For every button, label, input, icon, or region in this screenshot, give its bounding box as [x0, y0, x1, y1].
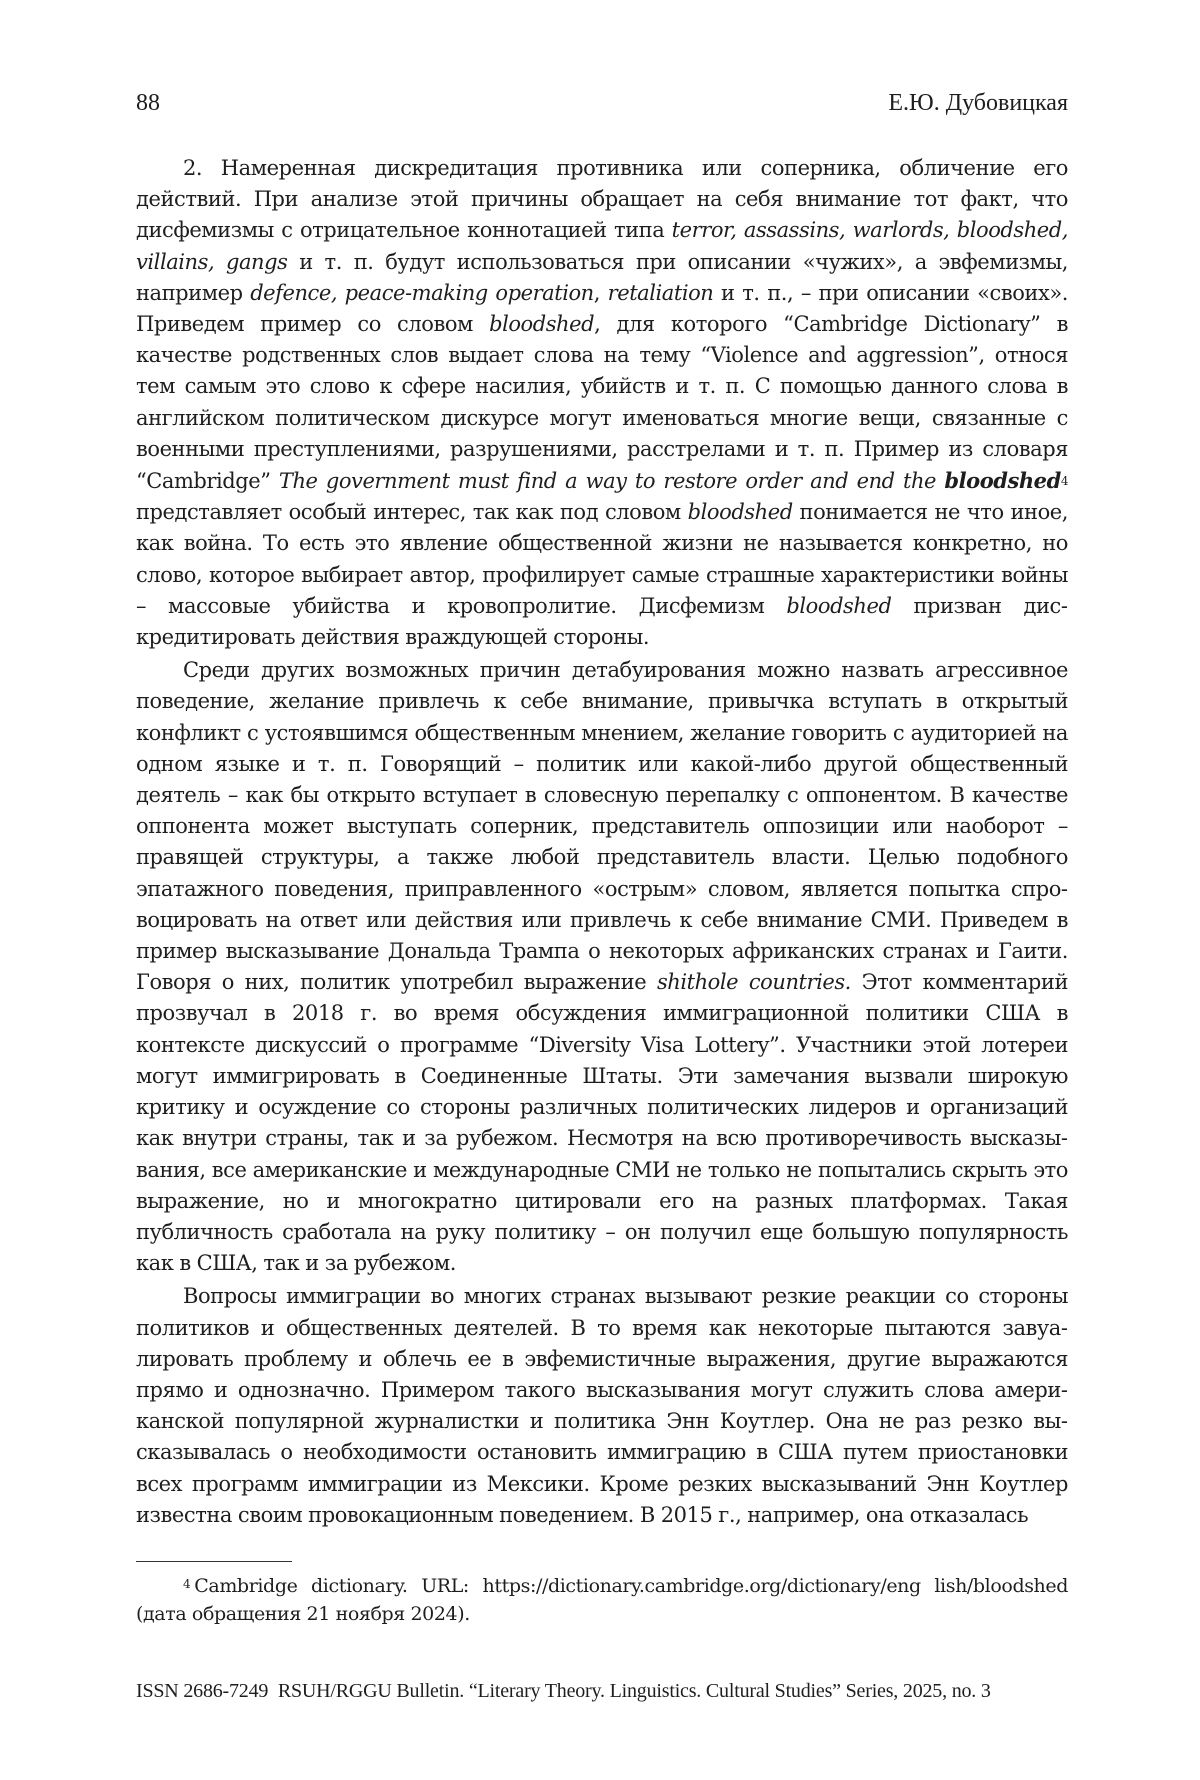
italic-term: terror, assassins, warlords, bloodshed, villains, gangs — [136, 218, 1068, 274]
page-header — [136, 90, 1068, 126]
footnote-text: Cambridge dictionary. URL: https://dictionary.cambridge.org/dictionary/eng lish/bloodshed (дата обращения 21 ноября 2024). — [136, 1575, 1068, 1625]
italic-term: bloodshed — [489, 312, 595, 337]
bold-italic-term: bloodshed — [944, 468, 1061, 494]
footer-journal: RSUH/RGGU Bulletin. “Literary Theory. Linguistics. Cultural Studies” Series, 2025, no. 3 — [277, 1680, 991, 1702]
footer-issn: ISSN 2686-7249 — [136, 1680, 269, 1702]
italic-term: bloodshed — [786, 593, 892, 618]
italic-term: shithole countries. — [656, 970, 851, 995]
paragraph-3: Вопросы иммиграции во многих странах вызывают резкие реакции со стороны политиков и общественных деятелей. В то время как некоторые пытаются завуалировать проблему и облечь ее в эвфемистичные выражения, другие выражаются прямо и однозначно. Примером такого высказывания могут служить слова американской популярной журналистки и политика Энн Коутлер. Она не раз резко высказывалась о необходимости остановить иммиграцию в США путем приостановки всех программ иммиграции из Мексики. Кроме резких высказываний Энн Коутлер известна своим провокационным поведением. В 2015 г., например, она отказалась — [136, 1284, 1068, 1527]
dictionary-example: The government must find a way to restore order and end the — [278, 469, 945, 494]
page-number: 88 — [136, 90, 160, 116]
footnote-reference[interactable]: 4 — [1060, 474, 1069, 489]
italic-term: bloodshed — [687, 500, 793, 525]
paragraph-2: Среди других возможных причин детабуирования можно назвать агрессивное поведение, желание привлечь к себе внимание, привычка вступать в открытый конфликт с устоявшимся общественным мнением, желание говорить с аудиторией на одном языке и т. п. Говорящий – политик или какой-либо другой общественный деятель – как бы открыто вступает в словесную перепалку с оппонентом. В качестве оппонента может выступать соперник, представитель оппозиции или наоборот – правящей структуры, а также любой представитель власти. Целью подобного эпатажного поведения, приправленного «острым» словом, является попытка спровоцировать на ответ или действия или привлечь к себе внимание СМИ. Приведем в пример высказывание Дональда Трампа о некоторых африканских странах и Гаити. Говоря о них, политик употребил выражение shithole countries. Этот комментарий прозвучал в 2018 г. во время обсуждения иммиграционной политики США в контексте дискуссий о программе “Diversity Visa Lottery”. Участники этой лотереи могут иммигрировать в Соединенные Штаты. Эти замечания вызвали широкую критику и осуждение со стороны различных политических лидеров и организаций как внутри страны, так и за рубежом. Несмотря на всю противоречивость высказывания, все американские и международные СМИ не только не попытались скрыть это выражение, но и многократно цитировали его на разных платформах. Такая публичность сработала на руку политику – он получил еще большую популярность как в США, так и за рубежом. — [136, 658, 1069, 1276]
italic-term: retaliation — [607, 280, 714, 305]
paragraph-1: 2. Намеренная дискредитация противника или соперника, обличение его действий. При анализе этой причины обращает на себя внимание тот факт, что дисфемизмы с отрицательное коннотацией типа terror, assassins, warlords, bloodshed, villains, gangs и т. п. будут использоваться при описании «чужих», а эвфемизмы, например defence, peace-making operation, retaliation и т. п., – при описании «своих». Приведем пример со словом bloodshed, для которого “Cambridge Dictionary” в качестве родственных слов выдает слова на тему “Violence and aggression”, относя тем самым это слово к сфере насилия, убийств и т. п. С помощью данного слова в английском политическом дискурсе могут именоваться многие вещи, связанные с военными преступлениями, разрушениями, расстрелами и т. п. Пример из словаря “Cambridge” The government must find a way to restore order and end the bloodshed$^4$ представляет особый интерес, так как под словом bloodshed понимается не что иное, как война. То есть это явление общественной жизни не называется конкретно, но слово, которое выбирает автор, профилирует самые страшные характеристики войны – массовые убийства и кровопролитие. Дисфемизм bloodshed призван дискредитировать действия враждующей стороны. — [136, 156, 1069, 650]
footnote-number: 4 — [183, 1577, 191, 1591]
italic-term: defence, peace-making operation — [250, 280, 594, 305]
footnote — [136, 1572, 1068, 1628]
body-text — [136, 153, 1068, 1531]
page-footer — [136, 1680, 1068, 1703]
footnote-divider — [136, 1561, 292, 1562]
running-head-author: Е.Ю. Дубовицкая — [888, 90, 1068, 116]
